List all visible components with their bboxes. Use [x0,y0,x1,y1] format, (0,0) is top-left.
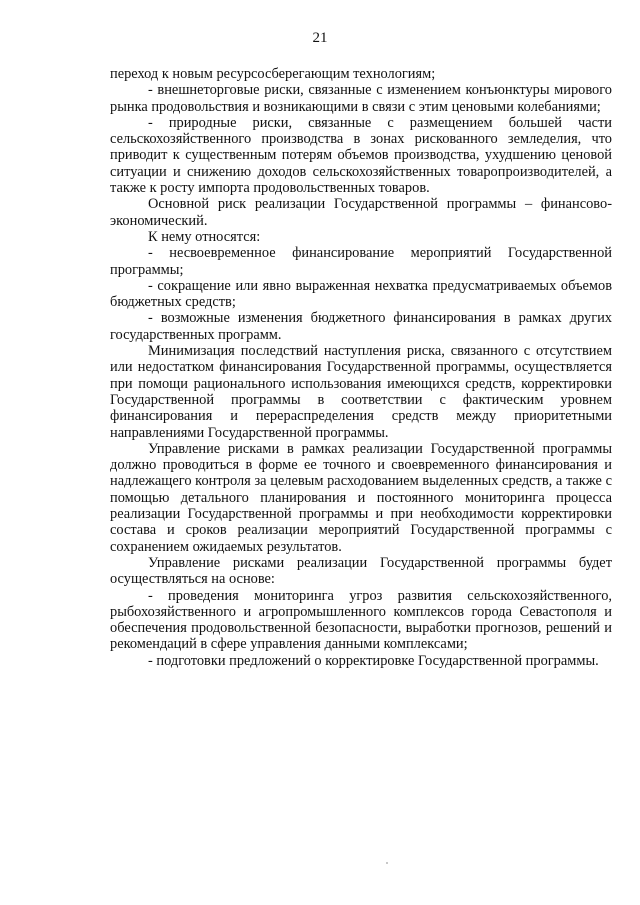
paragraph-risk-minimization: Минимизация последствий наступления риска, связанного с отсутствием или недостатком финансирования Государственной программы, осуществляется при помощи рационального использования имеющихся средств, корректировки Государственной программы в соответствии с фактическим уровнем финансирования и перераспределения средств между приоритетными направлениями Государственной программы. [110,343,612,441]
paragraph-budget-reduction: - сокращение или явно выраженная нехватка предусматриваемых объемов бюджетных средств; [110,277,612,311]
paragraph-continuation: переход к новым ресурсосберегающим технологиям; [110,66,436,82]
page-number: 21 [312,30,328,46]
paragraph-untimely-financing: - несвоевременное финансирование мероприятий Государственной программы; [110,245,612,278]
document-body [110,66,612,669]
paragraph-trade-risks: - внешнеторговые риски, связанные с изменением конъюнктуры мирового рынка продовольствия и возникающими в связи с этим ценовыми колебаниями; [110,82,612,115]
paragraph-proposals: - подготовки предложений о корректировке Государственной программы. [148,652,599,669]
paragraph-includes: К нему относятся: [148,228,261,245]
paragraph-budget-changes: - возможные изменения бюджетного финансирования в рамках других государственных программ. [110,310,612,343]
paragraph-main-risk: Основной риск реализации Государственной программы – финансово-экономический. [110,196,612,229]
scan-artifact [386,862,388,864]
paragraph-management-basis: Управление рисками реализации Государственной программы будет осуществляться на основе: [110,554,612,588]
paragraph-risk-management: Управление рисками в рамках реализации Государственной программы должно проводиться в форме ее точного и своевременного финансирования и надлежащего контроля за целевым расходованием выделенных средств, а также с помощью детального планирования и постоянного мониторинга процесса реализации Государственной программы и при необходимости корректировки состава и сроков реализации мероприятий Государственной программы с сохранением ожидаемых результатов. [110,440,612,555]
paragraph-natural-risks: - природные риски, связанные с размещением большей части сельскохозяйственного производства в зонах рискованного земледелия, что приводит к существенным потерям объемов производства, ухудшению ценовой ситуации и снижению доходов сельскохозяйственных товаропроизводителей, а также к росту импорта продовольственных товаров. [110,114,612,197]
paragraph-monitoring: - проведения мониторинга угроз развития сельскохозяйственного, рыбохозяйственного и агропромышленного комплексов города Севастополя и обеспечения продовольственной безопасности, выработки прогнозов, решений и рекомендаций в сфере управления данными комплексами; [110,587,612,653]
